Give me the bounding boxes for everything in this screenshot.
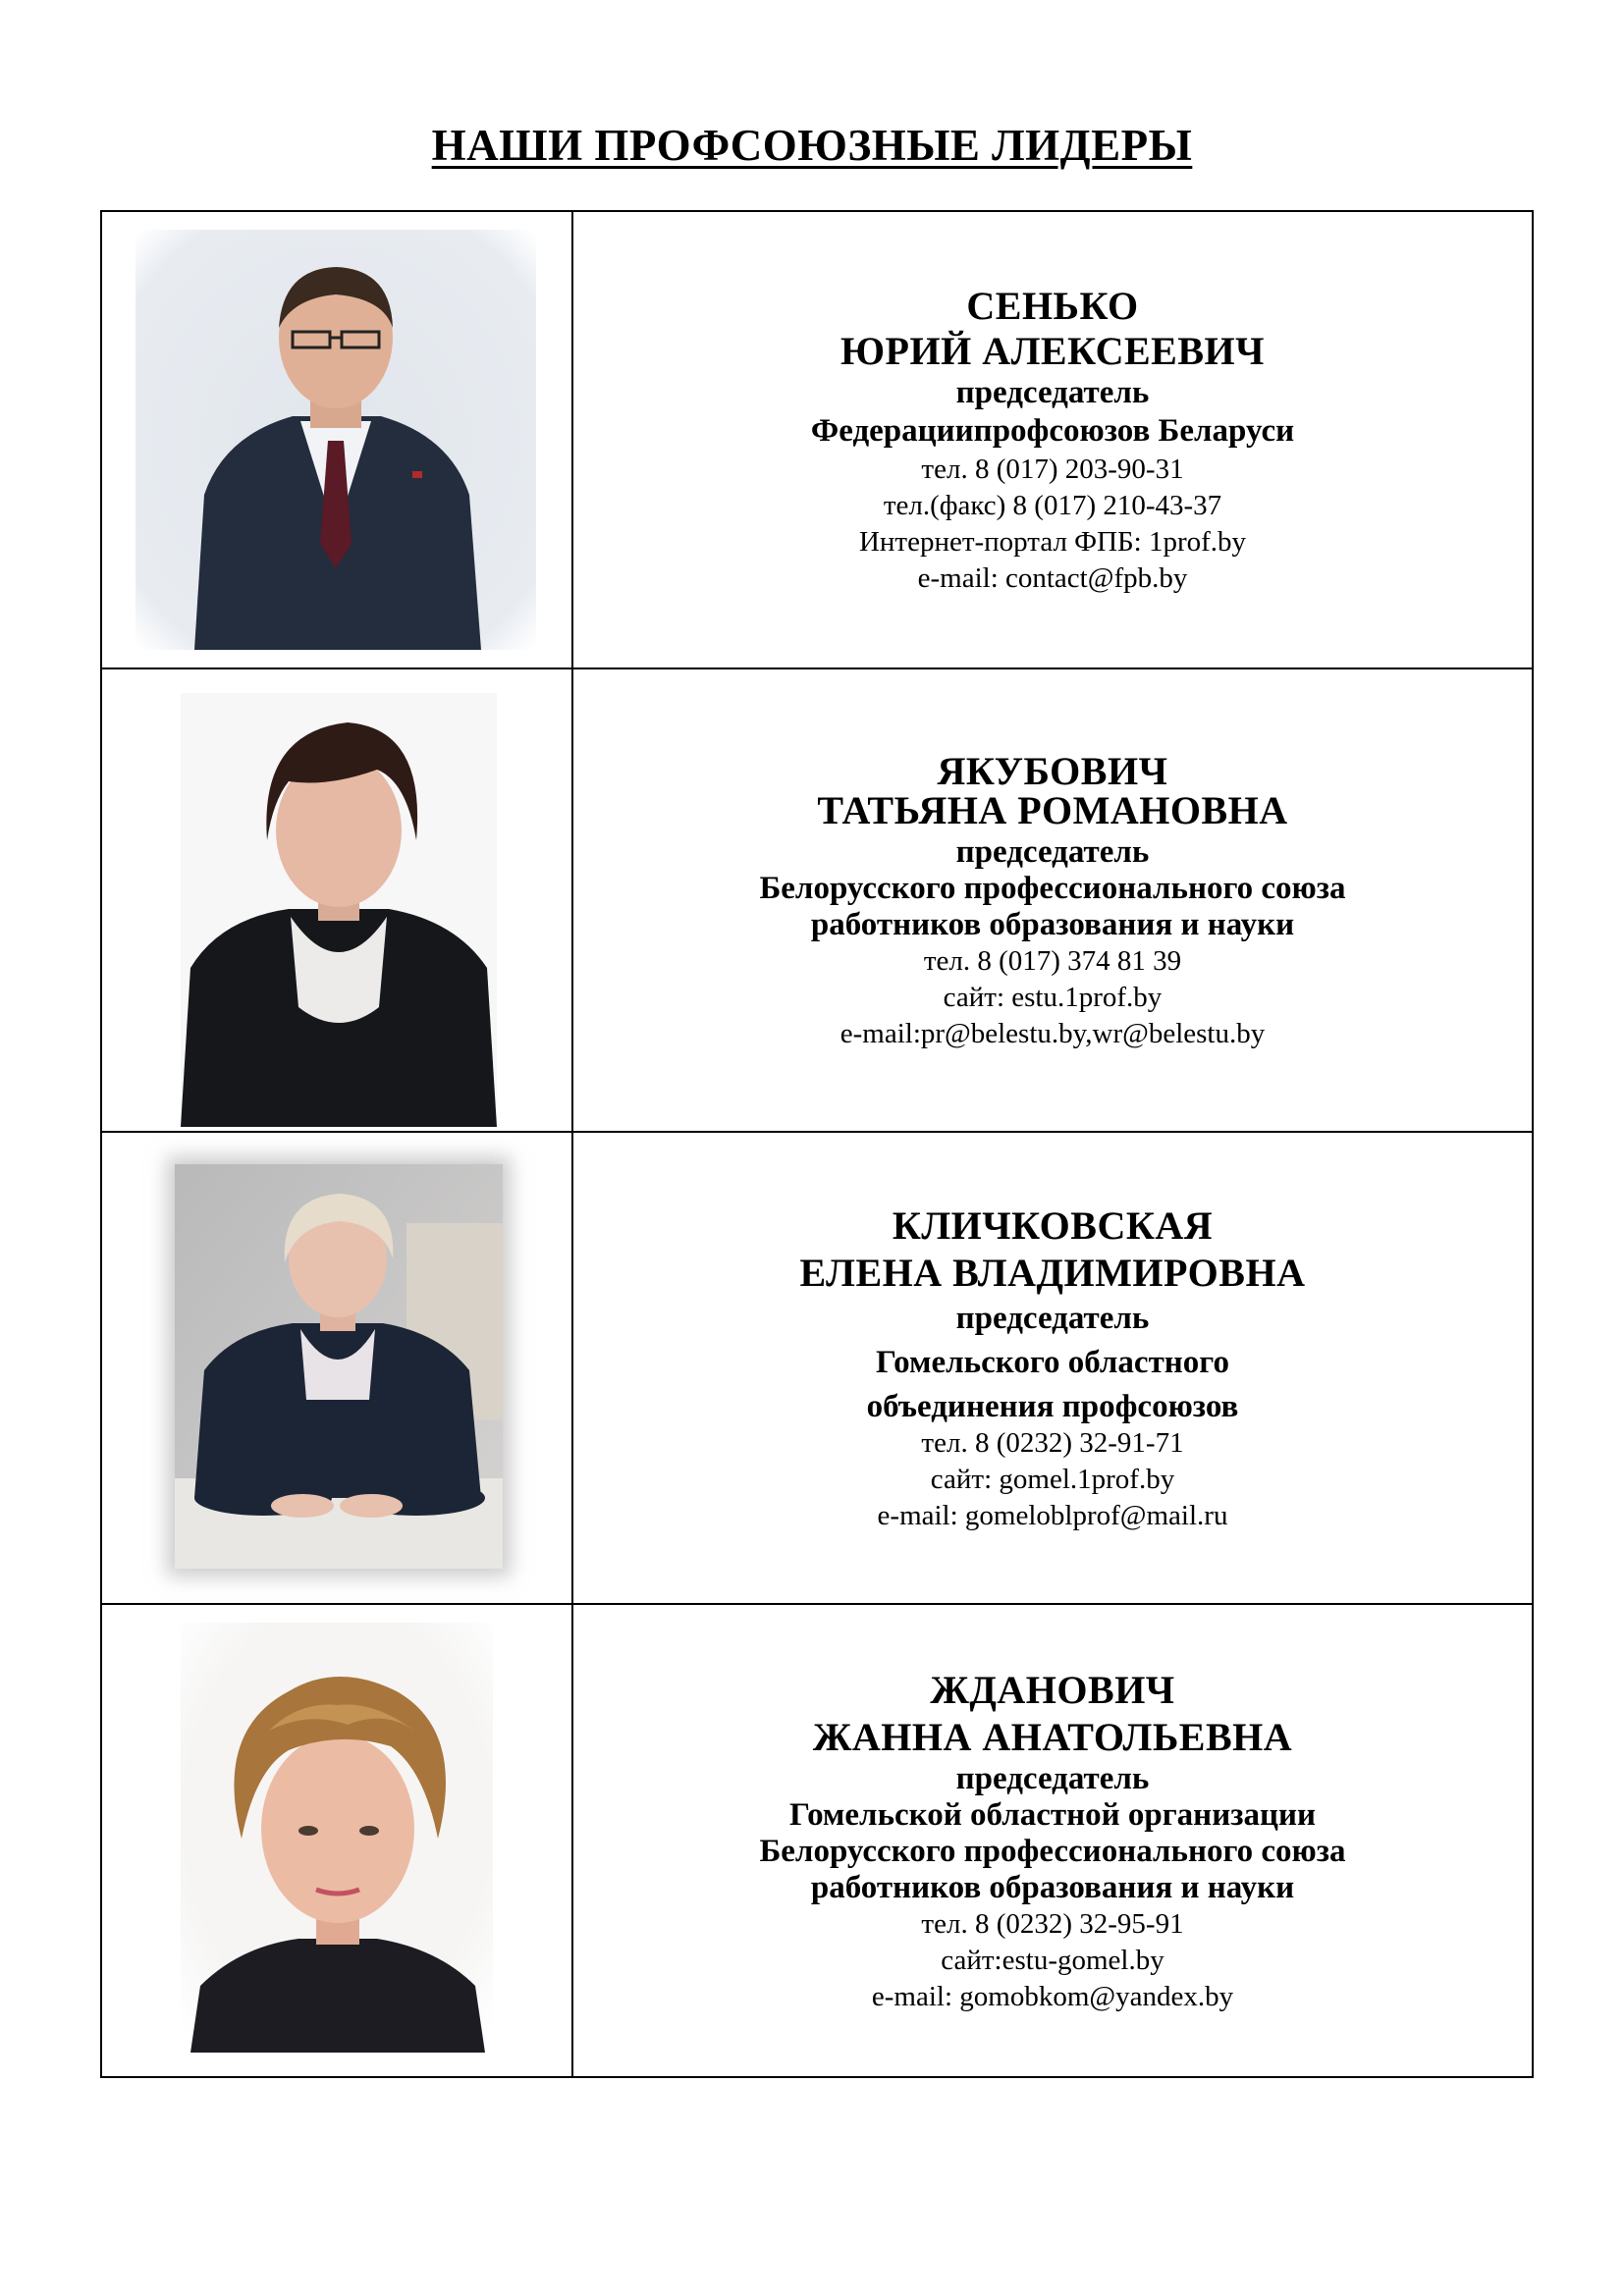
leader-surname: КЛИЧКОВСКАЯ: [892, 1202, 1214, 1248]
page-title: НАШИ ПРОФСОЮЗНЫЕ ЛИДЕРЫ: [431, 121, 1193, 170]
leader-phone: тел. 8 (017) 374 81 39: [923, 945, 1182, 977]
leader-org-line: Гомельской областной организации: [788, 1796, 1317, 1833]
leader-org-line: Белорусского профессионального союза: [759, 871, 1346, 906]
leader-position: председатель: [955, 1300, 1150, 1336]
info-cell: [572, 1604, 1533, 2077]
leader-row: [101, 1132, 1533, 1604]
leader-surname: СЕНЬКО: [966, 284, 1139, 328]
leader-row: [101, 668, 1533, 1132]
leader-website: сайт:estu-gomel.by: [941, 1944, 1164, 1976]
leader-given-name: ЕЛЕНА ВЛАДИМИРОВНА: [799, 1250, 1306, 1295]
leader-email: e-mail: gomeloblprof@mail.ru: [877, 1499, 1228, 1531]
leader-position: председатель: [955, 834, 1150, 870]
leader-website: Интернет-портал ФПБ: 1prof.by: [858, 526, 1247, 558]
leader-org-line: объединения профсоюзов: [866, 1388, 1239, 1424]
leader-email: e-mail:pr@belestu.by,wr@belestu.by: [839, 1018, 1266, 1049]
photo-cell: [101, 1132, 572, 1604]
photo-cell: [101, 1604, 572, 2077]
leader-org-line: работников образования и науки: [810, 1869, 1295, 1905]
leader-email: e-mail: gomobkom@yandex.by: [871, 1980, 1234, 2012]
leader-org-line: Гомельского областного: [876, 1344, 1229, 1380]
leader-given-name: ЮРИЙ АЛЕКСЕЕВИЧ: [840, 329, 1265, 373]
leader-org-line: Белорусского профессионального союза: [759, 1833, 1346, 1869]
leader-position: председатель: [955, 375, 1150, 410]
photo-cell: [101, 668, 572, 1132]
leader-surname: ЯКУБОВИЧ: [937, 749, 1168, 793]
leader-row: [101, 1604, 1533, 2077]
leader-org-line: Федерациипрофсоюзов Беларуси: [810, 413, 1295, 449]
leader-phone: тел. 8 (0232) 32-95-91: [921, 1907, 1184, 1940]
info-cell: [572, 211, 1533, 668]
photo-cell: [101, 211, 572, 668]
leader-website: сайт: estu.1prof.by: [943, 982, 1163, 1013]
leader-given-name: ЖАННА АНАТОЛЬЕВНА: [812, 1714, 1293, 1759]
info-cell: [572, 668, 1533, 1132]
leader-website: сайт: gomel.1prof.by: [930, 1463, 1175, 1495]
leader-position: председатель: [955, 1760, 1150, 1796]
leader-photo-zhdanovich: [181, 1623, 493, 2053]
leader-phone: тел. 8 (0232) 32-91-71: [921, 1426, 1184, 1459]
leader-photo-klichkovskaya: [175, 1164, 503, 1569]
leaders-table: [100, 210, 1534, 2078]
leader-phone: тел. 8 (017) 203-90-31: [921, 454, 1184, 485]
info-cell: [572, 1132, 1533, 1604]
leader-photo-senko: [135, 230, 536, 650]
leader-photo-yakubovich: [181, 693, 497, 1127]
leader-row: [101, 211, 1533, 668]
leader-email: e-mail: contact@fpb.by: [917, 562, 1188, 594]
leader-given-name: ТАТЬЯНА РОМАНОВНА: [817, 788, 1288, 832]
leader-org-line: работников образования и науки: [810, 907, 1295, 942]
leader-surname: ЖДАНОВИЧ: [930, 1667, 1175, 1712]
leader-fax: тел.(факс) 8 (017) 210-43-37: [883, 490, 1222, 521]
